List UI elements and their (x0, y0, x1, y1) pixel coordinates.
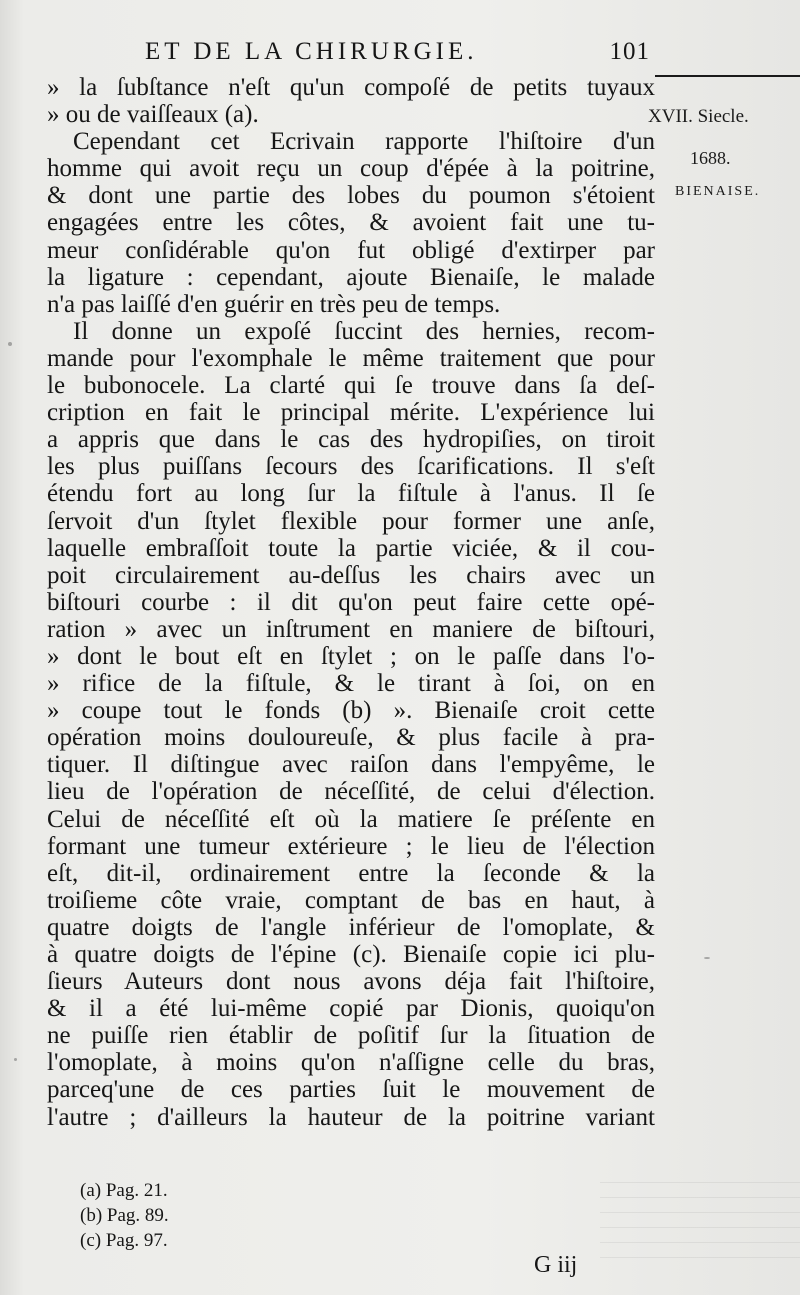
text-line: & il a été lui-même copié par Dionis, quoiqu'on (47, 995, 655, 1023)
margin-note-year: 1688. (690, 148, 731, 168)
text-line: lieu de l'opération de néceſſité, de celui d'élection. (47, 778, 655, 806)
text-line: quatre doigts de l'angle inférieur de l'omoplate, & (47, 913, 655, 941)
text-line: l'omoplate, à moins qu'on n'aſſigne celle du bras, (47, 1049, 655, 1077)
text-line: étendu fort au long ſur la fiſtule à l'anus. Il ſe (47, 480, 655, 508)
text-line: a appris que dans le cas des hydropiſies, on tiroit (47, 426, 655, 454)
text-line: les plus puiſſans ſecours des ſcarifications. Il s'eſt (47, 453, 655, 481)
body-text (47, 74, 655, 1131)
text-line: Il donne un expoſé ſuccint des hernies, recom- (73, 317, 655, 345)
text-line: cription en fait le principal mérite. L'expérience lui (47, 399, 655, 427)
text-line: le bubonocele. La clarté qui ſe trouve dans ſa deſ- (47, 372, 655, 400)
running-head (145, 38, 650, 74)
text-line: l'autre ; d'ailleurs la hauteur de la poitrine variant (47, 1103, 655, 1131)
text-line: laquelle embraſſoit toute la partie viciée, & il cou- (47, 534, 655, 562)
margin-note-century: XVII. Siecle. (648, 106, 749, 127)
text-line: ne puiſſe rien établir de poſitif ſur la ſituation de (47, 1022, 655, 1050)
bleed-through-shadow (600, 1178, 800, 1258)
text-line: » la ſubſtance n'eſt qu'un compoſé de petits tuyaux (47, 74, 655, 101)
text-line: meur conſidérable qu'on fut obligé d'extirper par (47, 236, 655, 264)
text-line: la ligature : cependant, ajoute Bienaiſe, le malade (47, 263, 655, 291)
text-line: » rifice de la fiſtule, & le tirant à ſoi, on en (47, 670, 655, 698)
paper-speck (704, 957, 710, 959)
text-line: tiquer. Il diſtingue avec raiſon dans l'empyême, le (47, 751, 655, 779)
margin-note-name: BIENAISE. (675, 184, 761, 199)
text-line: opération moins douloureuſe, & plus facile à pra- (47, 724, 655, 752)
text-line: » dont le bout eſt en ſtylet ; on le paſſe dans l'o- (47, 642, 655, 670)
header-rule (655, 75, 800, 77)
footnote-b: (b) Pag. 89. (80, 1205, 169, 1226)
text-line: biſtouri courbe : il dit qu'on peut faire cette opé- (47, 588, 655, 616)
footnote-a: (a) Pag. 21. (80, 1180, 168, 1201)
text-line: ſieurs Auteurs dont nous avons déja fait l'hiſtoire, (47, 968, 655, 996)
text-line: ſervoit d'un ſtylet flexible pour former une anſe, (47, 507, 655, 535)
text-line: » ou de vaiſſeaux (a). (47, 101, 259, 129)
text-line: à quatre doigts de l'épine (c). Bienaiſe copie ici plu- (47, 941, 655, 968)
text-line: homme qui avoit reçu un coup d'épée à la poitrine, (47, 155, 655, 183)
text-line: formant une tumeur extérieure ; le lieu de l'élection (47, 832, 655, 860)
text-line: eſt, dit-il, ordinairement entre la ſeconde & la (47, 859, 655, 887)
footnote-c: (c) Pag. 97. (80, 1230, 168, 1251)
signature-mark: G iij (534, 1252, 578, 1278)
text-line: parceq'une de ces parties ſuit le mouvement de (47, 1076, 655, 1104)
text-line: ration » avec un inſtrument en maniere de biſtouri, (47, 615, 655, 643)
text-line: poit circulairement au-deſſus les chairs avec un (47, 561, 655, 589)
text-line: Cependant cet Ecrivain rapporte l'hiſtoire d'un (73, 128, 655, 156)
text-line: Celui de néceſſité eſt où la matiere ſe préſente en (47, 805, 655, 833)
text-line: » coupe tout le fonds (b) ». Bienaiſe croit cette (47, 697, 655, 725)
text-line: engagées entre les côtes, & avoient fait une tu- (47, 209, 655, 237)
paper-speck (8, 342, 12, 346)
text-line: n'a pas laiſſé d'en guérir en très peu de temps. (47, 290, 501, 318)
page-number: 101 (609, 38, 650, 65)
text-line: troiſieme côte vraie, comptant de bas en haut, à (47, 886, 655, 914)
footnotes (80, 1178, 300, 1253)
paper-speck (14, 1058, 17, 1061)
text-line: mande pour l'exomphale le même traitement que pour (47, 344, 655, 372)
running-title: ET DE LA CHIRURGIE. (145, 38, 478, 65)
text-line: & dont une partie des lobes du poumon s'étoient (47, 182, 655, 210)
